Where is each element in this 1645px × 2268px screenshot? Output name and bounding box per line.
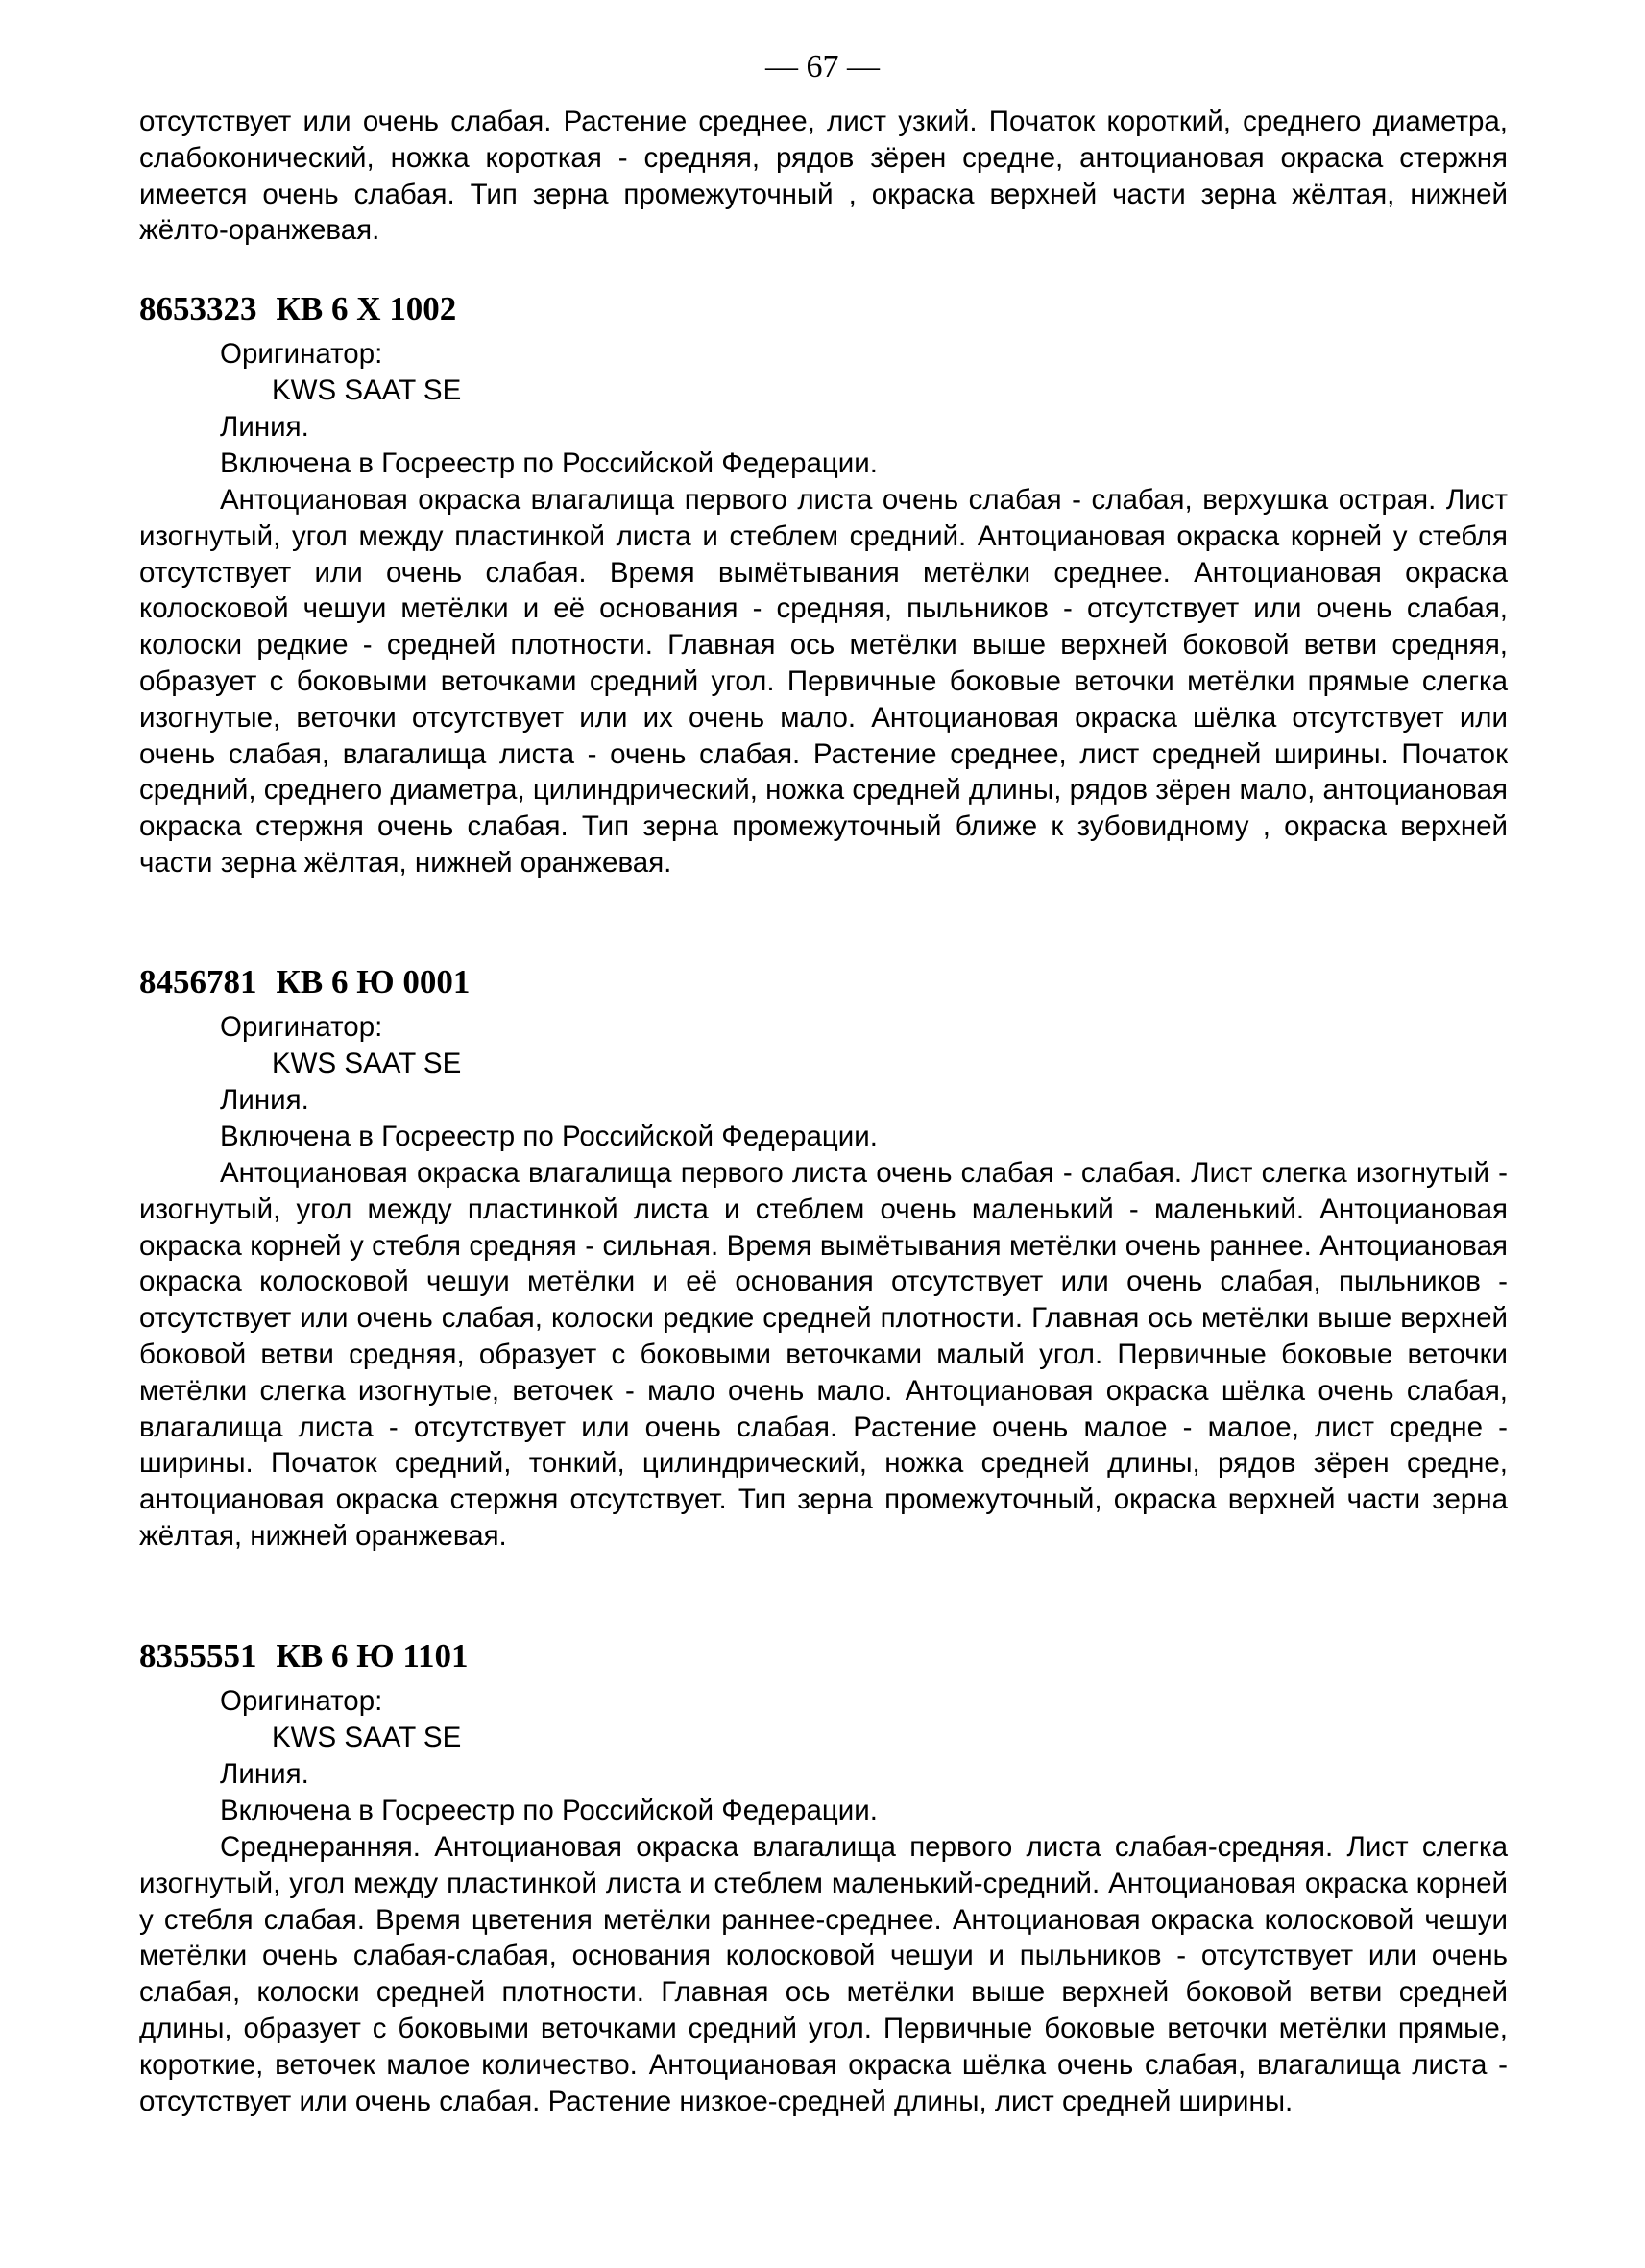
- registry-status: Включена в Госреестр по Российской Федерации.: [220, 1795, 878, 1826]
- entry-type: Линия.: [220, 1758, 309, 1790]
- entry-heading: [139, 288, 1508, 330]
- originator-name: KWS SAAT SE: [272, 1048, 462, 1079]
- entry-heading: [139, 961, 1508, 1003]
- entry-description: Антоциановая окраска влагалища первого листа очень слабая - слабая. Лист слегка изогнутый - изогнутый, угол между пластинкой листа и стеблем очень маленький - маленький. Антоциановая окраска корней у стебля средняя - сильная. Время вымётывания метёлки очень раннее. Антоциановая окраска колосковой чешуи метёлки и её основания отсутствует или очень слабая, пыльников - отсутствует или очень слабая, колоски редкие средней плотности. Главная ось метёлки выше верхней боковой ветви средняя, образует с боковыми веточками малый угол. Первичные боковые веточки метёлки слегка изогнутые, веточек - мало очень мало. Антоциановая окраска шёлка очень слабая, влагалища листа - отсутствует или очень слабая. Растение очень малое - малое, лист средне - ширины. Початок средний, тонкий, цилиндрический, ножка средней длины, рядов зёрен средне, антоциановая окраска стержня отсутствует. Тип зерна промежуточный, окраска верхней части зерна жёлтая, нижней оранжевая.: [139, 1157, 1508, 1552]
- entry-name: КВ 6 Х 1002: [276, 290, 457, 327]
- originator-name: KWS SAAT SE: [272, 374, 462, 406]
- entry-type: Линия.: [220, 411, 309, 443]
- originator-label: Оригинатор:: [220, 1011, 383, 1043]
- entry-code: 8653323: [139, 290, 257, 327]
- originator-label: Оригинатор:: [220, 1685, 383, 1717]
- entry-type: Линия.: [220, 1084, 309, 1116]
- intro-paragraph: отсутствует или очень слабая. Растение среднее, лист узкий. Початок короткий, среднего диаметра, слабоконический, ножка короткая - средняя, рядов зёрен средне, антоциановая окраска стержня имеется очень слабая. Тип зерна промежуточный , окраска верхней части зерна жёлтая, нижней жёлто-оранжевая.: [139, 106, 1508, 247]
- registry-status: Включена в Госреестр по Российской Федерации.: [220, 447, 878, 479]
- entry-code: 8456781: [139, 963, 257, 1001]
- entry-description: Антоциановая окраска влагалища первого листа очень слабая - слабая, верхушка острая. Лист изогнутый, угол между пластинкой листа и стеблем средний. Антоциановая окраска корней у стебля отсутствует или очень слабая. Время вымётывания метёлки среднее. Антоциановая окраска колосковой чешуи метёлки и её основания - средняя, пыльников - отсутствует или очень слабая, колоски редкие - средней плотности. Главная ось метёлки выше верхней боковой ветви средняя, образует с боковыми веточками средний угол. Первичные боковые веточки метёлки прямые слегка изогнутые, веточки отсутствует или их очень мало. Антоциановая окраска шёлка отсутствует или очень слабая, влагалища листа - очень слабая. Растение среднее, лист средней ширины. Початок средний, среднего диаметра, цилиндрический, ножка средней длины, рядов зёрен мало, антоциановая окраска стержня очень слабая. Тип зерна промежуточный ближе к зубовидному , окраска верхней части зерна жёлтая, нижней оранжевая.: [139, 484, 1508, 879]
- variety-entry: [139, 1635, 1508, 2119]
- entry-heading: [139, 1635, 1508, 1677]
- variety-entry: [139, 288, 1508, 881]
- entry-description: Среднеранняя. Антоциановая окраска влагалища первого листа слабая-средняя. Лист слегка изогнутый, угол между пластинкой листа и стеблем маленький-средний. Антоциановая окраска корней у стебля слабая. Время цветения метёлки раннее-среднее. Антоциановая окраска колосковой чешуи метёлки очень слабая-слабая, основания колосковой чешуи и пыльников - отсутствует или очень слабая, колоски средней плотности. Главная ось метёлки выше верхней боковой ветви средней длины, образует с боковыми веточками средний угол. Первичные боковые веточки метёлки прямые, короткие, веточек малое количество. Антоциановая окраска шёлка очень слабая, влагалища листа - отсутствует или очень слабая. Растение низкое-средней длины, лист средней ширины.: [139, 1831, 1508, 2117]
- originator-name: KWS SAAT SE: [272, 1722, 462, 1753]
- entry-name: КВ 6 Ю 1101: [276, 1637, 469, 1675]
- originator-label: Оригинатор:: [220, 338, 383, 370]
- variety-entry: [139, 961, 1508, 1555]
- entry-code: 8355551: [139, 1637, 257, 1675]
- page-number: — 67 —: [765, 49, 880, 84]
- registry-status: Включена в Госреестр по Российской Федерации.: [220, 1121, 878, 1152]
- entry-name: КВ 6 Ю 0001: [276, 963, 471, 1001]
